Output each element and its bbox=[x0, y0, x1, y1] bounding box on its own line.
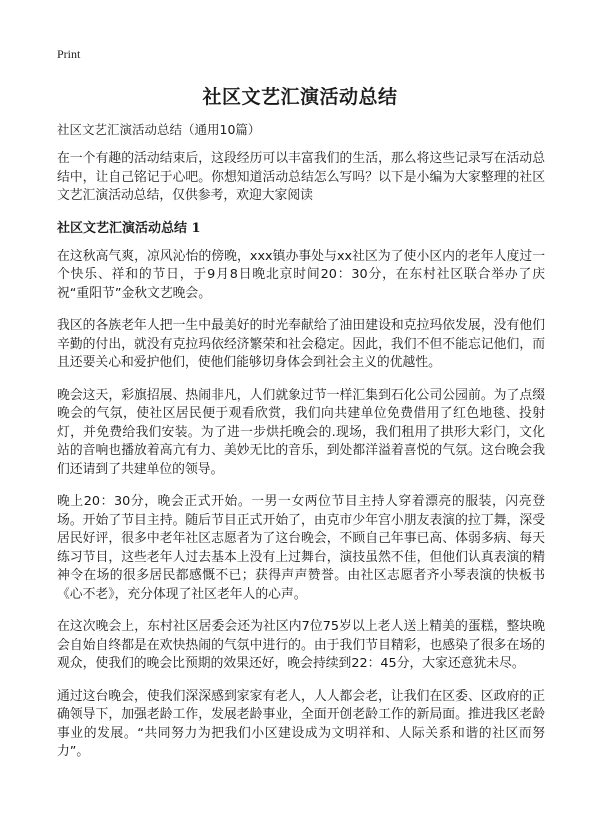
body-paragraph: 晚会这天，彩旗招展、热闹非凡，人们就象过节一样汇集到石化公司公园前。为了点缀晚会的气氛，使社区居民便于观看欣赏，我们向共建单位免费借用了红色地毯、投射灯，并免费给我们安装。为了进一步烘托晚会的.现场，我们租用了拱形大彩门，文化站的音响也播放着高亢有力、美妙无比的音乐，到处都洋溢着喜悦的气氛。这台晚会我们还请到了共建单位的领导。 bbox=[57, 387, 545, 477]
document-subtitle: 社区文艺汇演活动总结（通用10篇） bbox=[57, 122, 261, 137]
section-heading: 社区文艺汇演活动总结 1 bbox=[57, 220, 201, 236]
intro-paragraph: 在一个有趣的活动结束后，这段经历可以丰富我们的生活，那么将这些记录写在活动总结中，让自己铭记于心吧。你想知道活动总结怎么写吗？以下是小编为大家整理的社区文艺汇演活动总结，仅供参考，欢迎大家阅读 bbox=[57, 151, 545, 203]
body-paragraph: 在这次晚会上，东村社区居委会还为社区内7位75岁以上老人送上精美的蛋糕，整块晚会自始自终都是在欢快热闹的气氛中进行的。由于我们节目精彩，也感染了很多在场的观众，使我们的晚会比预期的效果还好，晚会持续到22：45分，大家还意犹未尽。 bbox=[57, 619, 545, 671]
body-paragraph: 晚上20：30分，晚会正式开始。一男一女两位节目主持人穿着漂亮的服装，闪亮登场。开始了节目主持。随后节目正式开始了，由克市少年宫小朋友表演的拉丁舞，深受居民好评，很多中老年社区志愿者为了这台晚会，不顾自己年事已高、体弱多病、每天练习节目，这些老年人过去基本上没有上过舞台，演技虽然不佳，但他们认真表演的精神令在场的很多居民都感慨不已；获得声声赞誉。由社区志愿者齐小琴表演的快板书《心不老》，充分体现了社区老年人的心声。 bbox=[57, 494, 545, 602]
body-paragraph: 在这秋高气爽，凉风沁怡的傍晚，xxx镇办事处与xx社区为了使小区内的老年人度过一个快乐、祥和的节日，于9月8日晚北京时间20：30分，在东村社区联合举办了庆祝“重阳节”金秋文艺晚会。 bbox=[57, 248, 545, 301]
document-body bbox=[57, 150, 545, 776]
page-title: 社区文艺汇演活动总结 bbox=[202, 86, 398, 108]
print-link[interactable]: Print bbox=[57, 47, 81, 61]
body-paragraph: 我区的各族老年人把一生中最美好的时光奉献给了油田建设和克拉玛依发展，没有他们辛勤的付出，就没有克拉玛依经济繁荣和社会稳定。因此，我们不但不能忘记他们，而且还要关心和爱护他们，使他们能够切身体会到社会主义的优越性。 bbox=[57, 318, 545, 370]
body-paragraph: 通过这台晚会，使我们深深感到家家有老人，人人都会老，让我们在区委、区政府的正确领导下，加强老龄工作，发展老龄事业，全面开创老龄工作的新局面。推进我区老龄事业的发展。“共同努力为把我们小区建设成为文明祥和、人际关系和谐的社区而努力”。 bbox=[57, 688, 545, 759]
